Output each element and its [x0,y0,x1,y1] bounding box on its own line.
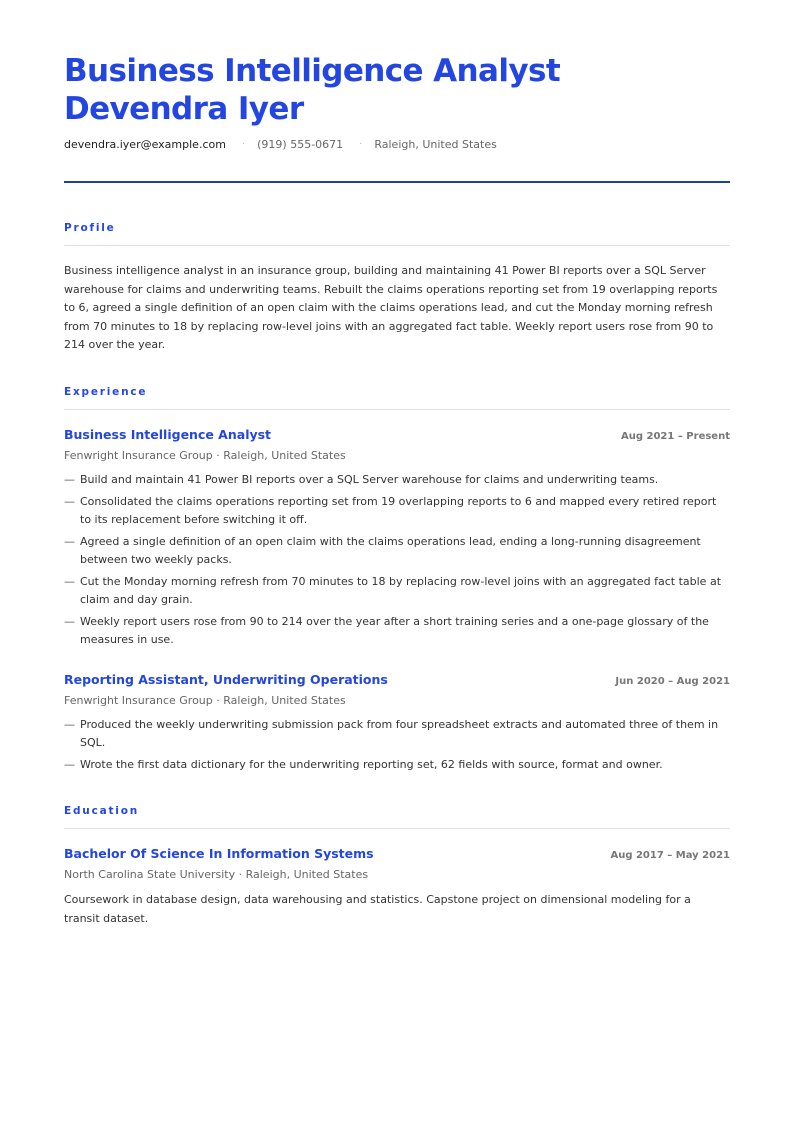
job-entry [64,671,730,774]
bullet-text: Agreed a single definition of an open claim with the claims operations lead, ending a long-running disagreement between two weekly packs. [80,534,701,566]
section-divider [64,409,730,410]
job-dates: Aug 2021 – Present [621,430,730,442]
contact-email[interactable]: devendra.iyer@example.com [64,138,226,151]
contact-separator-dot: · [359,139,363,150]
job-title: Business Intelligence Analyst [64,426,272,442]
education-institution: North Carolina State University · Raleigh, United States [64,867,369,881]
section-divider [64,245,730,246]
job-title: Reporting Assistant, Underwriting Operations [64,671,388,687]
section-divider [64,828,730,829]
contact-location: Raleigh, United States [374,138,497,151]
bullet-text: Build and maintain 41 Power BI reports over a SQL Server warehouse for claims and underwriting teams. [80,472,659,486]
job-header [64,671,730,689]
dash-icon: — [64,614,75,628]
contact-phone[interactable]: (919) 555-0671 [257,138,344,151]
contact-line [64,137,730,153]
job-entry [64,426,730,649]
dash-icon: — [64,472,75,486]
section-title-profile: Profile [64,222,116,234]
dash-icon: — [64,717,75,731]
education-entry [64,845,730,928]
job-bullets [64,471,730,649]
job-bullet [64,471,730,489]
header-divider [64,181,730,183]
profile-summary: Business intelligence analyst in an insurance group, building and maintaining 41 Power BI reports over a SQL Server warehouse for claims and underwriting teams. Rebuilt the claims operations reporting set from 19 overlapping reports to 6, agreed a single definition of an open claim with the claims operations lead, and cut the Monday morning refresh from 70 minutes to 18 by replacing row-level joins with an aggregated fact table. Weekly report users rose from 90 to 214 over the year. [64,264,718,352]
bullet-text: Consolidated the claims operations reporting set from 19 overlapping reports to 6 and mapped every retired report to its replacement before switching it off. [80,494,717,526]
dash-icon: — [64,494,75,508]
section-title-experience: Experience [64,385,148,398]
job-bullet [64,756,730,774]
job-bullet [64,493,730,529]
education-description: Coursework in database design, data warehousing and statistics. Capstone project on dimensional modeling for a transit dataset. [64,892,691,925]
job-organization: Fenwright Insurance Group · Raleigh, United States [64,448,346,462]
dash-icon: — [64,574,75,588]
job-bullet [64,533,730,569]
job-bullet [64,716,730,752]
job-bullets [64,716,730,774]
dash-icon: — [64,534,75,548]
experience-section [64,385,730,774]
bullet-text: Produced the weekly underwriting submission pack from four spreadsheet extracts and automated three of them in SQL. [80,717,719,749]
education-dates: Aug 2017 – May 2021 [610,849,730,861]
bullet-text: Weekly report users rose from 90 to 214 over the year after a short training series and a one-page glossary of the measures in use. [80,614,709,646]
dash-icon: — [64,757,75,771]
section-title-education: Education [64,804,139,817]
education-section [64,804,730,928]
job-bullet [64,613,730,649]
bullet-text: Wrote the first data dictionary for the underwriting reporting set, 62 fields with source, format and owner. [80,757,663,771]
job-bullet [64,573,730,609]
bullet-text: Cut the Monday morning refresh from 70 minutes to 18 by replacing row-level joins with an aggregated fact table at claim and day grain. [80,574,722,606]
job-header [64,426,730,444]
profile-section [64,221,730,355]
education-header [64,845,730,863]
job-organization: Fenwright Insurance Group · Raleigh, United States [64,693,346,707]
degree-title: Bachelor Of Science In Information Systems [64,845,374,861]
job-dates: Jun 2020 – Aug 2021 [615,675,730,687]
candidate-name: Business Intelligence Analyst Devendra Iyer [64,53,561,127]
contact-separator-dot: · [241,139,246,150]
